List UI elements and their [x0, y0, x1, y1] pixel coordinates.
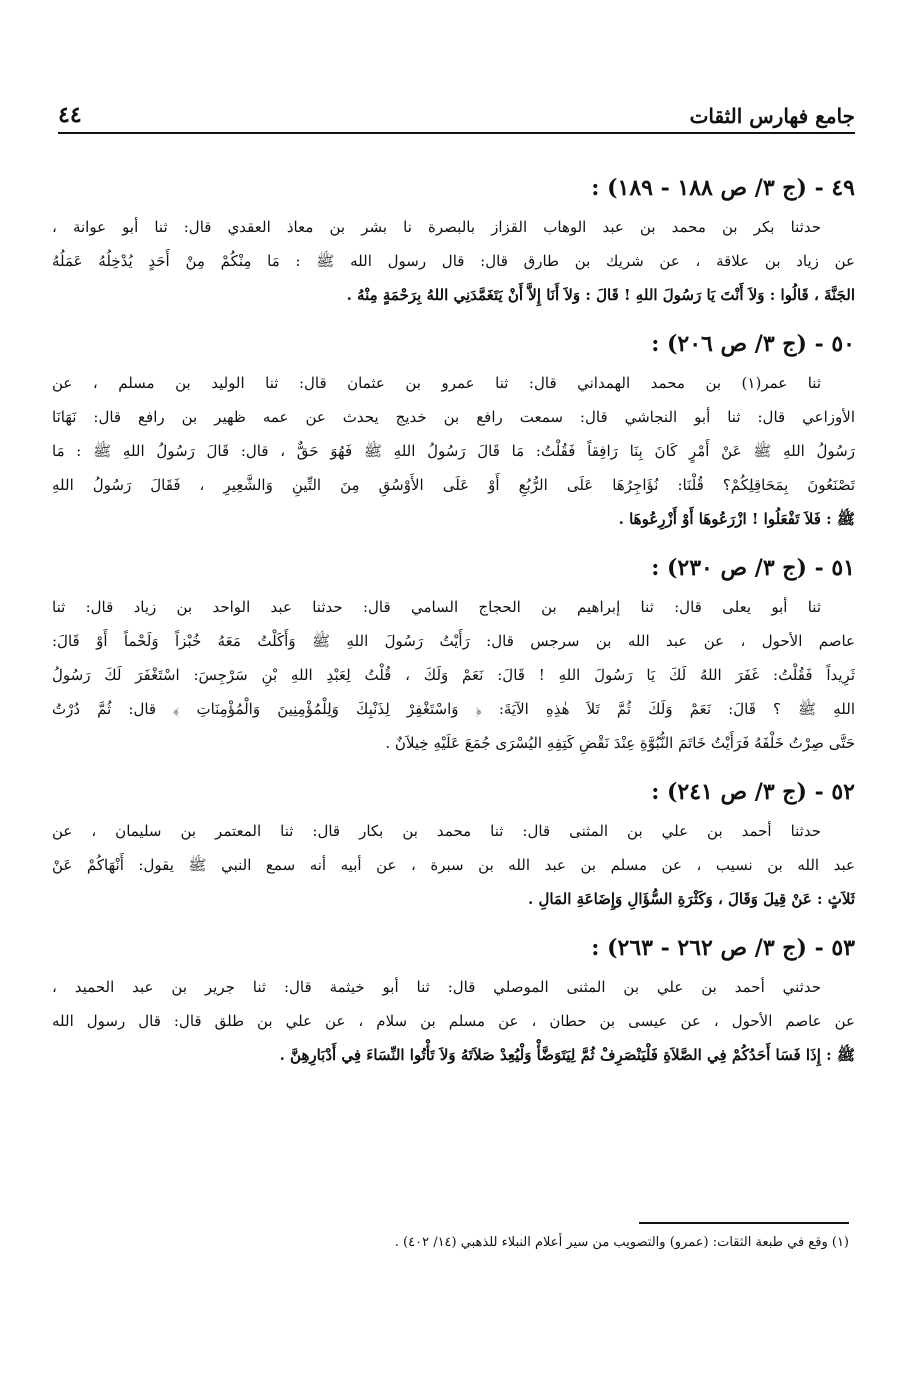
entry-line: حدثنا أحمد بن علي بن المثنى قال: ثنا محمد بن بكار قال: ثنا المعتمر بن سليمان ، عن [52, 822, 821, 840]
entry-heading: ٥٢ - (ج ٣/ ص ٢٤١) : [651, 779, 855, 805]
entry-line: حَتَّى صِرْتُ خَلْفَهُ فَرَأَيْتُ خَاتَمَ النُّبُوَّةِ عِنْدَ نَقْضِ كَتِفِهِ اليُسْرَى جُمَعَ عَلَيْهِ خِيلاَنٌ . [385, 734, 855, 752]
entry-line: عن عاصم الأحول ، عن عيسى بن حطان ، عن مسلم بن سلام ، عن علي بن طلق قال: قال رسول الله [52, 1012, 855, 1030]
footnote-divider [639, 1222, 849, 1224]
entry-line: الأوزاعي قال: ثنا أبو النجاشي قال: سمعت رافع بن خديج يحدث عن عمه ظهير بن رافع قال: نَهَانَا [52, 408, 855, 426]
entry-line: ثنا أبو يعلى قال: ثنا إبراهيم بن الحجاج السامي قال: حدثنا عبد الواحد بن زياد قال: ثنا [52, 598, 821, 616]
entry-line: تَصْنَعُونَ بِمَحَاقِلِكُمْ؟ قُلْنَا: نُؤَاجِرُهَا عَلَى الرُّبُعِ أَوْ عَلَى الأَوْسُقِ مِنَ التِّينِ وَالشَّعِيرِ ، فَقَالَ رَسُولُ اللهِ [52, 476, 855, 494]
page-body [52, 168, 855, 1084]
entry-heading: ٥٣ - (ج ٣/ ص ٢٦٢ - ٢٦٣) : [591, 935, 855, 961]
entry-line: ثَرِيداً فَقُلْتُ: غَفَرَ اللهُ لَكَ يَا رَسُولَ اللهِ ! قَالَ: نَعَمْ وَلَكَ ، قُلْتُ لِعَبْدِ اللهِ بْنِ سَرْجِسَ: اسْتَغْفَرَ لَكَ رَسُولُ [52, 666, 855, 684]
page-header [58, 88, 855, 134]
entry-heading: ٥١ - (ج ٣/ ص ٢٣٠) : [651, 555, 855, 581]
entry-line: ثَلاَثٍ : عَنْ قِيلَ وَقَالَ ، وَكَثْرَةِ السُّؤَالِ وَإِضَاعَةِ المَالِ . [528, 890, 855, 908]
entry-line: اللهِ ﷺ ؟ قَالَ: نَعَمْ وَلَكَ ثُمَّ تَلاَ هٰذِهِ الآيَةَ: ﴿ وَاسْتَغْفِرْ لِذَنْبِكَ وَلِلْمُؤْمِنِينَ وَالْمُؤْمِنَاتِ ﴾ قال: ثُمَّ دُرْتُ [52, 700, 855, 718]
entry-50 [52, 324, 855, 536]
entry-line: حدثني أحمد بن علي بن المثنى الموصلي قال: ثنا أبو خيثمة قال: ثنا جرير بن عبد الحميد ، [52, 978, 821, 996]
entry-51 [52, 548, 855, 760]
entry-52 [52, 772, 855, 916]
entry-line: عبد الله بن نسيب ، عن مسلم بن عبد الله بن سبرة ، عن أبيه أنه سمع النبي ﷺ يقول: أَنْهَاكُمْ عَنْ [52, 856, 855, 874]
entry-line: عن زياد بن علاقة ، عن شريك بن طارق قال: قال رسول الله ﷺ : مَا مِنْكُمْ مِنْ أَحَدٍ يُدْخِلُهُ عَمَلُهُ [52, 252, 855, 270]
entry-heading: ٥٠ - (ج ٣/ ص ٢٠٦) : [651, 331, 855, 357]
entry-line: ﷺ : إِذَا فَسَا أَحَدُكُمْ فِي الصَّلاَةِ فَلْيَنْصَرِفْ ثُمَّ لِيَتَوَضَّأْ وَلْيُعِدْ صَلاَتَهُ وَلاَ تَأْتُوا النِّسَاءَ فِي أَدْبَارِهِنَّ . [279, 1046, 855, 1064]
running-title: جامع فهارس الثقات [689, 104, 855, 128]
entry-49 [52, 168, 855, 312]
page-number: ٤٤ [58, 102, 82, 128]
entry-line: ﷺ : فَلاَ تَفْعَلُوا ! ازْرَعُوهَا أَوْ أَزْرِعُوهَا . [618, 510, 855, 528]
entry-heading: ٤٩ - (ج ٣/ ص ١٨٨ - ١٨٩) : [591, 175, 855, 201]
entry-line: عاصم الأحول ، عن عبد الله بن سرجس قال: رَأَيْتُ رَسُولَ اللهِ ﷺ وَأَكَلْتُ مَعَهُ خُبْزاً وَلَحْماً أَوْ قَالَ: [52, 632, 855, 650]
entry-53 [52, 928, 855, 1072]
entry-line: الجَنَّةَ ، قَالُوا : وَلاَ أَنْتَ يَا رَسُولَ اللهِ ! قَالَ : وَلاَ أَنَا إِلاَّ أَنْ يَتَغَمَّدَنِي اللهُ بِرَحْمَةٍ مِنْهُ . [346, 286, 855, 304]
entry-line: رَسُولُ اللهِ ﷺ عَنْ أَمْرٍ كَانَ بِنَا رَافِقاً فَقُلْتُ: مَا قَالَ رَسُولُ اللهِ ﷺ فَهُوَ حَقٌّ ، قال: قَالَ رَسُولُ اللهِ ﷺ : مَا [52, 442, 855, 460]
entry-line: حدثنا بكر بن محمد بن عبد الوهاب القزاز بالبصرة نا بشر بن معاذ العقدي قال: ثنا أبو عوانة ، [52, 218, 821, 236]
footnote: (١) وقع في طبعة الثقات: (عمرو) والتصويب من سير أعلام النبلاء للذهبي (١٤/ ٤٠٢) . [394, 1235, 849, 1250]
entry-line: ثنا عمر(١) بن محمد الهمداني قال: ثنا عمرو بن عثمان قال: ثنا الوليد بن مسلم ، عن [52, 374, 821, 392]
